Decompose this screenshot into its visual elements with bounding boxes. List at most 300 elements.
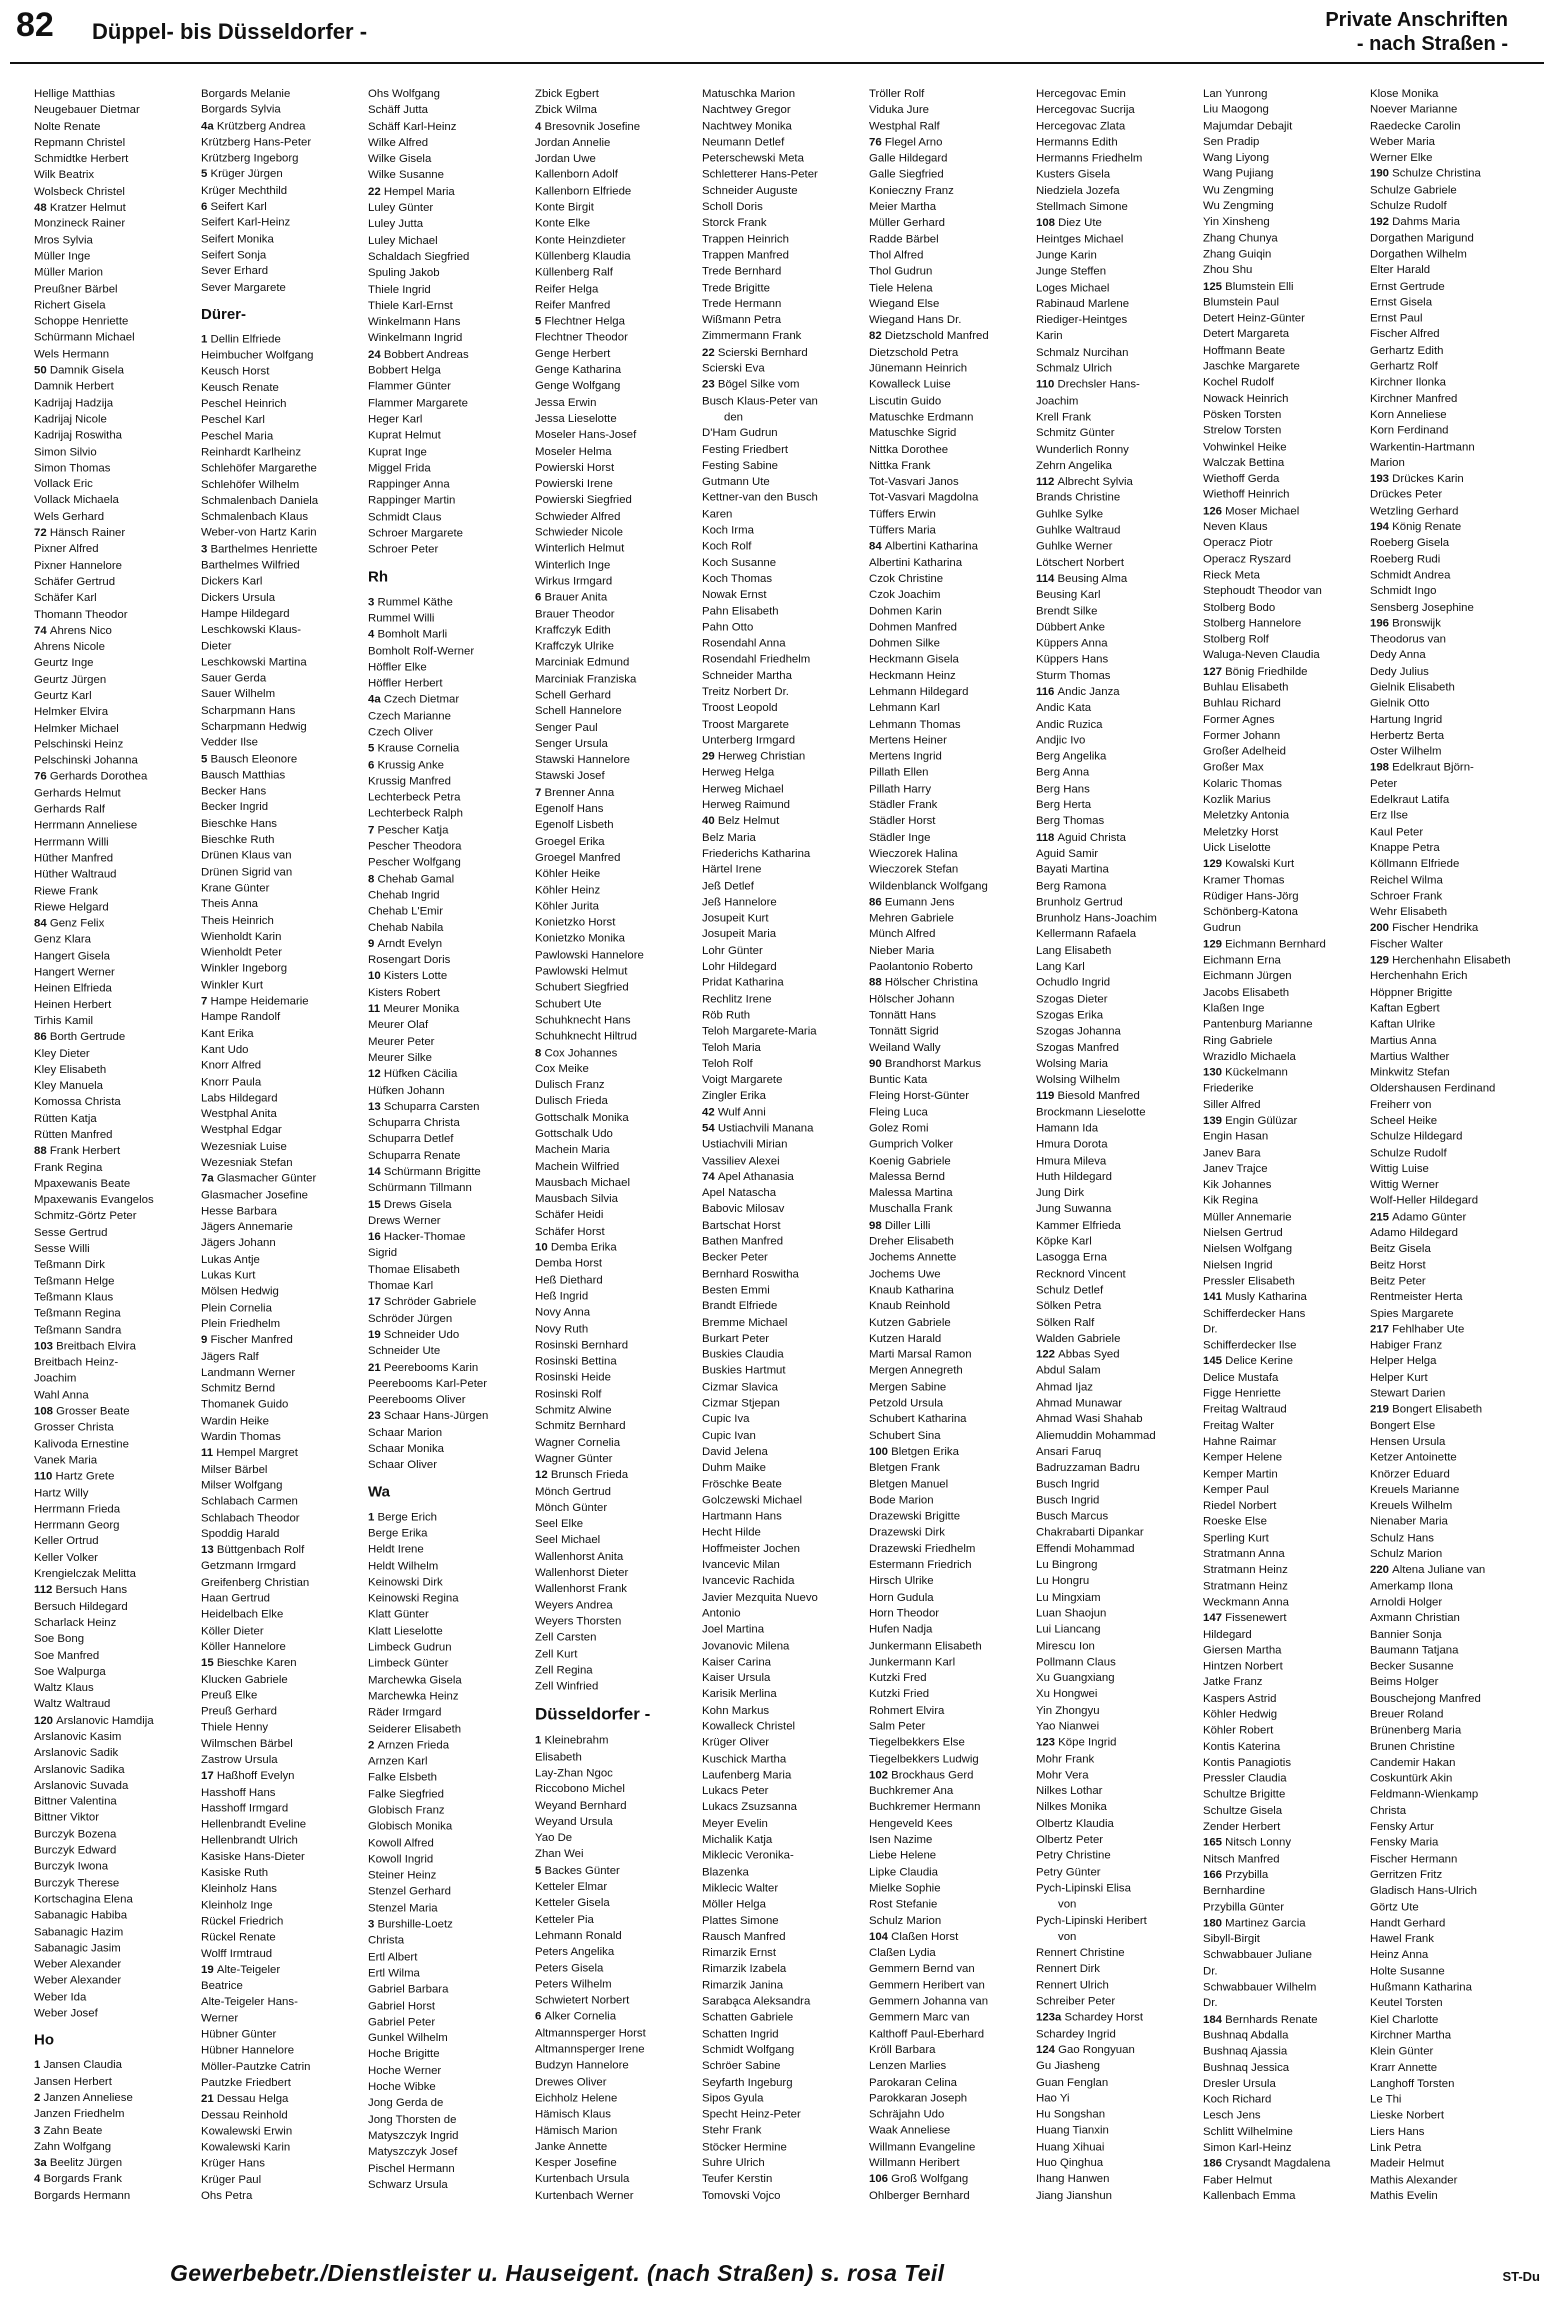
resident-entry: Wilmschen Bärbel: [201, 1738, 293, 1750]
resident-entry: Figge Henriette: [1203, 1387, 1281, 1400]
resident-entry: Ertl Wilma: [368, 1967, 420, 1980]
resident-entry: Czok Joachim: [869, 589, 941, 602]
house-number-entry: [702, 813, 867, 829]
resident-entry: Kreuels Wilhelm: [1370, 1500, 1453, 1512]
resident-entry: Treitz Norbert Dr.: [702, 686, 789, 699]
resident-entry: Mönch Gertrud: [535, 1485, 611, 1498]
resident-entry: Schmitz Bernhard: [535, 1420, 626, 1433]
resident-entry: Müller Inge: [34, 250, 91, 263]
resident-entry: Olbertz Peter: [1036, 1833, 1104, 1846]
resident-entry: Wardin Heike: [201, 1415, 269, 1428]
resident-entry: Tirhis Kamil: [34, 1015, 94, 1028]
resident-entry: Nielsen Wolfgang: [1203, 1243, 1293, 1256]
resident-entry: Tonnätt Hans: [869, 1009, 937, 1022]
resident-entry: Heger Karl: [368, 413, 423, 426]
resident-entry: Thiele Ingrid: [368, 283, 431, 296]
resident-entry: Junge Karin: [1036, 249, 1097, 262]
resident-entry: Kochel Rudolf: [1203, 376, 1274, 389]
resident-entry: Marti Marsal Ramon: [869, 1348, 972, 1361]
resident-entry: Luley Michael: [368, 234, 438, 247]
resident-entry: Ustiachvili Mirian: [702, 1138, 788, 1151]
resident-entry: Besten Emmi: [702, 1284, 770, 1297]
resident-entry: Meier Martha: [869, 201, 937, 214]
house-number-entry: [368, 1066, 533, 1082]
resident-entry: Wezesniak Stefan: [201, 1156, 293, 1169]
resident-entry: Schuparra Renate: [368, 1149, 461, 1162]
resident-entry: Nieber Maria: [869, 944, 935, 957]
resident-entry: Gabriel Barbara: [368, 1983, 449, 1996]
resident-entry: Drünen Klaus van: [201, 850, 292, 862]
resident-entry: Riedel Norbert: [1203, 1500, 1277, 1512]
resident-entry: Altmannsperger Horst: [535, 2027, 646, 2040]
resident-entry: Monzineck Rainer: [34, 218, 126, 231]
house-number: 4: [368, 628, 378, 641]
resident-name: Bernhards Renate: [1225, 2013, 1318, 2026]
house-number: 5: [368, 742, 378, 755]
resident-entry: Gudrun: [1203, 922, 1241, 935]
house-number: 217: [1370, 1323, 1393, 1336]
resident-entry: Blumstein Paul: [1203, 296, 1279, 309]
resident-entry: Wagner Cornelia: [535, 1436, 621, 1449]
resident-entry: Rentmeister Herta: [1370, 1291, 1463, 1304]
resident-entry: Peters Wilhelm: [535, 1978, 612, 1991]
house-number-entry: [1203, 664, 1368, 680]
resident-name: Hänsch Rainer: [49, 527, 126, 540]
resident-entry: Rütten Manfred: [34, 1129, 113, 1141]
resident-entry: Komossa Christa: [34, 1096, 121, 1109]
resident-entry: Schroer Peter: [368, 543, 439, 556]
resident-entry: Ansari Faruq: [1036, 1445, 1102, 1458]
resident-entry: Trede Brigitte: [702, 281, 770, 294]
resident-name: Schneider Udo: [383, 1328, 460, 1341]
house-number-entry: [368, 1099, 533, 1115]
resident-entry: Xu Guangxiang: [1036, 1672, 1115, 1685]
house-number-entry: [368, 1164, 533, 1180]
resident-entry: Szogas Dieter: [1036, 993, 1108, 1006]
resident-entry: Pridat Katharina: [702, 977, 784, 990]
resident-entry: Bobbert Helga: [368, 364, 441, 377]
resident-entry: Berg Anna: [1036, 766, 1090, 779]
resident-entry: Kowoll Alfred: [368, 1837, 434, 1849]
resident-entry: Willmann Evangeline: [869, 2141, 976, 2154]
resident-entry: Räder Irmgard: [368, 1706, 442, 1719]
resident-entry: Detert Heinz-Günter: [1203, 312, 1305, 325]
house-number-entry: [34, 363, 199, 379]
resident-entry: Kortschagina Elena: [34, 1893, 133, 1906]
resident-entry: Röb Ruth: [702, 1009, 751, 1022]
resident-entry: Schneider Martha: [702, 669, 792, 682]
resident-entry: Josupeit Kurt: [702, 912, 769, 925]
resident-entry: Luley Günter: [368, 201, 434, 214]
resident-entry: Klaßen Inge: [1203, 1002, 1265, 1015]
resident-entry: Chakrabarti Dipankar: [1036, 1526, 1144, 1539]
resident-entry: Recknord Vincent: [1036, 1268, 1126, 1281]
resident-entry: Herrmann Anneliese: [34, 819, 138, 832]
resident-entry: Loges Michael: [1036, 281, 1110, 294]
resident-entry: Stolberg Rolf: [1203, 633, 1269, 646]
house-number-entry: [1203, 1835, 1368, 1851]
house-number-entry: [1036, 2010, 1201, 2026]
resident-entry: Schwabbauer Wilhelm: [1203, 1981, 1317, 1994]
resident-entry: Busch Ingrid: [1036, 1494, 1100, 1507]
house-number: 16: [368, 1231, 384, 1244]
resident-name: Schardey Horst: [1064, 2011, 1144, 2024]
resident-name: Peerebooms Karin: [383, 1361, 479, 1374]
resident-entry: Weckmann Anna: [1203, 1596, 1289, 1609]
house-number-entry: [1370, 760, 1535, 776]
resident-entry: Moseler Hans-Josef: [535, 429, 637, 442]
house-number: 50: [34, 364, 50, 377]
resident-entry: Zhang Guiqin: [1203, 248, 1272, 261]
resident-entry: Ochudlo Ingrid: [1036, 977, 1111, 990]
resident-entry: Yin Zhongyu: [1036, 1704, 1100, 1717]
house-number: 23: [368, 1410, 384, 1423]
resident-name: Musly Katharina: [1225, 1291, 1307, 1304]
resident-name: Blumstein Elli: [1225, 280, 1294, 293]
resident-name: Zahn Beate: [43, 2124, 103, 2137]
resident-entry: Kraffczyk Edith: [535, 624, 611, 637]
house-number: 103: [34, 1340, 57, 1353]
resident-entry: Rosinski Bettina: [535, 1355, 617, 1368]
resident-entry: Weyand Ursula: [535, 1816, 613, 1828]
resident-entry: Altmannsperger Irene: [535, 2043, 645, 2056]
resident-entry: Schuparra Christa: [368, 1117, 460, 1130]
resident-entry: Meurer Peter: [368, 1035, 435, 1048]
resident-entry: Edelkraut Latifa: [1370, 794, 1450, 806]
resident-entry: Rappinger Anna: [368, 478, 450, 491]
house-number: 13: [201, 1544, 217, 1557]
house-number: 3: [368, 1918, 378, 1931]
resident-name: Diller Lilli: [884, 1219, 931, 1232]
resident-entry: Keinowski Regina: [368, 1592, 459, 1605]
resident-name: Albrecht Sylvia: [1057, 475, 1133, 488]
resident-entry: Lehmann Hildegard: [869, 686, 969, 699]
resident-entry: Plein Friedhelm: [201, 1318, 281, 1331]
resident-entry: Pych-Lipinski Elisa: [1036, 1882, 1131, 1895]
resident-name: Bögel Silke vom: [717, 378, 800, 391]
resident-entry: Kesper Josefine: [535, 2157, 617, 2170]
resident-name: Wulf Anni: [717, 1106, 766, 1119]
resident-entry: Gottschalk Udo: [535, 1128, 613, 1141]
resident-entry: Thol Gudrun: [869, 265, 933, 278]
resident-entry: Schmalenbach Daniela: [201, 494, 319, 507]
resident-entry: Zhou Shu: [1203, 264, 1253, 277]
resident-entry: Kasiske Ruth: [201, 1867, 269, 1880]
house-number-entry: [535, 119, 700, 135]
resident-entry: Simon Karl-Heinz: [1203, 2142, 1292, 2154]
resident-entry: Nienaber Maria: [1370, 1516, 1448, 1529]
resident-entry: Ivancevic Milan: [702, 1559, 780, 1572]
resident-entry: Burczyk Edward: [34, 1844, 117, 1857]
house-number: 3: [34, 2124, 44, 2137]
resident-entry: Schubert Katharina: [869, 1413, 967, 1426]
directory-columns: [34, 86, 1540, 2206]
resident-entry: Erz Ilse: [1370, 810, 1408, 822]
resident-entry: Nowack Heinrich: [1203, 392, 1289, 405]
resident-entry: Borgards Hermann: [34, 2189, 131, 2202]
resident-entry: Hercegovac Zlata: [1036, 120, 1126, 133]
resident-entry: Klucken Gabriele: [201, 1673, 288, 1686]
resident-entry: Przybilla Günter: [1203, 1901, 1285, 1914]
resident-entry: Spoddig Harald: [201, 1528, 280, 1541]
resident-entry: Drazewski Dirk: [869, 1526, 945, 1539]
resident-entry: Keinowski Dirk: [368, 1576, 443, 1589]
street-heading: Düsseldorfer -: [535, 1704, 651, 1724]
resident-entry: Hußmann Katharina: [1370, 1981, 1472, 1994]
resident-entry: Mertens Heiner: [869, 734, 947, 747]
house-number: 114: [1036, 572, 1058, 585]
resident-entry: Wiethoff Gerda: [1203, 473, 1280, 485]
resident-entry: Mergen Sabine: [869, 1381, 947, 1394]
resident-entry: Andjic Ivo: [1036, 734, 1086, 747]
resident-entry: Adamo Hildegard: [1370, 1227, 1459, 1240]
resident-entry: Spuling Jakob: [368, 267, 440, 280]
resident-entry: Giersen Martha: [1203, 1644, 1282, 1657]
house-number: 8: [368, 872, 378, 885]
resident-entry: Hellenbrandt Eveline: [201, 1818, 307, 1831]
resident-name: Altena Juliane van: [1392, 1564, 1486, 1577]
resident-entry: Nielsen Ingrid: [1203, 1259, 1273, 1272]
resident-entry: Heß Diethard: [535, 1274, 603, 1287]
house-number: 6: [535, 591, 545, 604]
resident-entry: Ernst Paul: [1370, 312, 1423, 325]
resident-name: Pescher Katja: [377, 824, 449, 837]
resident-entry: Wang Liyong: [1203, 152, 1270, 164]
resident-entry: Novy Ruth: [535, 1323, 589, 1336]
resident-entry: Sipos Gyula: [702, 2092, 764, 2105]
resident-entry: Rabinaud Marlene: [1036, 298, 1130, 311]
resident-entry: Vanek Maria: [34, 1454, 98, 1467]
house-number: 7a: [201, 1172, 217, 1185]
resident-entry: Jessa Lieselotte: [535, 413, 617, 425]
house-number: 13: [368, 1100, 384, 1113]
resident-entry: Drünen Sigrid van: [201, 866, 293, 879]
resident-name: Frank Herbert: [49, 1145, 121, 1158]
resident-entry: Lukas Antje: [201, 1253, 260, 1266]
resident-entry: Städler Inge: [869, 831, 931, 844]
resident-name: Claßen Horst: [891, 1930, 959, 1943]
resident-entry: Abdul Salam: [1036, 1365, 1101, 1378]
resident-entry: Tiegelbekkers Else: [869, 1736, 965, 1749]
resident-entry: Buntic Kata: [869, 1074, 928, 1087]
house-number-entry: [1036, 1088, 1201, 1104]
house-number-entry: [702, 1104, 867, 1120]
house-number-entry: [1203, 1915, 1368, 1931]
resident-entry: Kröll Barbara: [869, 2044, 936, 2057]
resident-name: Ahrens Nico: [49, 624, 112, 637]
resident-entry: Krengielczak Melitta: [34, 1568, 136, 1581]
resident-entry: Gottschalk Monika: [535, 1111, 629, 1124]
resident-entry: Fischer Alfred: [1370, 328, 1440, 341]
resident-name: Drückes Karin: [1392, 473, 1464, 485]
resident-name: Hempel Maria: [383, 185, 455, 198]
resident-entry: Zhang Chunya: [1203, 232, 1278, 245]
resident-entry: Janzen Friedhelm: [34, 2108, 125, 2121]
page-title: Düppel- bis Düsseldorfer -: [92, 19, 368, 44]
resident-entry: Zhan Wei: [535, 1848, 584, 1861]
resident-entry: Chehab L'Emir: [368, 905, 443, 918]
house-number: 98: [869, 1219, 885, 1232]
resident-entry: Peschel Maria: [201, 430, 274, 443]
resident-entry: Peter: [1370, 778, 1398, 790]
resident-entry: Bletgen Frank: [869, 1462, 940, 1475]
resident-entry: Klose Monika: [1370, 87, 1439, 100]
resident-entry: Höppner Brigitte: [1370, 986, 1453, 999]
resident-entry: Kemper Helene: [1203, 1452, 1283, 1464]
resident-entry: Liers Hans: [1370, 2126, 1425, 2138]
house-number: 129: [1203, 938, 1226, 951]
resident-entry: Wels Gerhard: [34, 510, 105, 523]
resident-entry: Buskies Claudia: [702, 1348, 784, 1361]
resident-entry: Schröer Sabine: [702, 2060, 781, 2073]
resident-entry: Jochems Uwe: [869, 1268, 941, 1281]
resident-entry: Thomae Elisabeth: [368, 1263, 460, 1276]
house-number: 141: [1203, 1291, 1226, 1304]
resident-entry: Hawel Frank: [1370, 1933, 1434, 1946]
resident-entry: Brunen Christine: [1370, 1740, 1455, 1753]
resident-entry: Koch Thomas: [702, 572, 773, 585]
house-number: 21: [368, 1361, 384, 1374]
house-number: 194: [1370, 521, 1393, 534]
resident-entry: Wunderlich Ronny: [1036, 443, 1129, 456]
resident-entry: Jägers Annemarie: [201, 1221, 293, 1234]
resident-entry: Dulisch Franz: [535, 1079, 605, 1092]
resident-entry: Beatrice: [201, 1980, 243, 1993]
resident-entry: Reifer Manfred: [535, 299, 611, 312]
resident-entry: Petry Günter: [1036, 1866, 1101, 1879]
house-number-entry: [368, 936, 533, 952]
house-number-entry: [368, 757, 533, 773]
resident-name: Eichmann Bernhard: [1225, 938, 1326, 951]
resident-entry: Wienholdt Peter: [201, 946, 283, 959]
resident-entry: Sibyll-Birgit: [1203, 1933, 1260, 1946]
resident-entry: Kemper Paul: [1203, 1484, 1269, 1496]
resident-entry: Delice Mustafa: [1203, 1371, 1279, 1384]
resident-entry: Hesse Barbara: [201, 1205, 277, 1218]
resident-entry: Lieske Norbert: [1370, 2109, 1445, 2122]
resident-entry: Wiethoff Heinrich: [1203, 489, 1290, 501]
house-number-entry: [869, 1444, 1034, 1460]
resident-entry: Kurtenbach Werner: [535, 2189, 634, 2202]
resident-entry: Neumann Detlef: [702, 136, 785, 149]
house-number: 100: [869, 1445, 892, 1458]
resident-entry: Tot-Vasvari Janos: [869, 475, 959, 488]
resident-entry: Heß Ingrid: [535, 1290, 589, 1303]
house-number-entry: [201, 118, 366, 134]
resident-entry: Rausch Manfred: [702, 1930, 786, 1943]
resident-entry: Bremme Michael: [702, 1316, 788, 1329]
resident-entry: Stratmann Heinz: [1203, 1564, 1288, 1577]
resident-entry: Gemmern Marc van: [869, 2011, 970, 2024]
resident-entry: Korn Ferdinand: [1370, 424, 1449, 437]
resident-entry: Knörzer Eduard: [1370, 1468, 1450, 1480]
resident-entry: Riewe Frank: [34, 885, 98, 898]
resident-entry: Strelow Torsten: [1203, 424, 1282, 437]
resident-entry: Teßmann Klaus: [34, 1291, 114, 1304]
resident-entry: Dickers Karl: [201, 575, 263, 588]
resident-entry: Wieczorek Halina: [869, 847, 958, 860]
resident-entry: Teßmann Sandra: [34, 1324, 122, 1337]
resident-entry: Junkermann Elisabeth: [869, 1639, 982, 1652]
resident-entry: Czech Marianne: [368, 710, 451, 723]
resident-entry: Kadrijaj Hadzija: [34, 397, 114, 410]
resident-entry: Klatt Günter: [368, 1609, 429, 1622]
resident-entry: Drews Werner: [368, 1214, 441, 1227]
resident-entry: Münch Alfred: [869, 928, 936, 941]
house-number-entry: [1036, 377, 1201, 393]
resident-entry: Oster Wilhelm: [1370, 745, 1442, 758]
resident-entry: Matuschke Erdmann: [869, 411, 974, 424]
resident-entry: Teloh Margarete-Maria: [702, 1025, 817, 1038]
resident-entry: Uick Liselotte: [1203, 842, 1271, 855]
house-number: 24: [368, 348, 384, 361]
resident-entry: Schlehöfer Wilhelm: [201, 478, 300, 491]
resident-entry: Kaspers Astrid: [1203, 1692, 1277, 1705]
resident-name: Kleinebrahm: [544, 1734, 609, 1747]
resident-entry: Budzyn Hannelore: [535, 2059, 629, 2072]
resident-entry: Junge Steffen: [1036, 265, 1107, 278]
resident-name: Genz Felix: [49, 917, 105, 930]
resident-name: Groß Wolfgang: [891, 2173, 969, 2186]
column-7: [1036, 86, 1201, 2204]
resident-entry: den: [724, 411, 744, 424]
resident-entry: Trappen Heinrich: [702, 233, 789, 246]
resident-entry: Köller Hannelore: [201, 1641, 286, 1654]
page-footer: [0, 2256, 1560, 2296]
resident-entry: Ertl Albert: [368, 1950, 418, 1963]
column-6: [869, 86, 1034, 2204]
resident-entry: Heldt Wilhelm: [368, 1560, 439, 1573]
house-number: 126: [1203, 505, 1226, 518]
resident-entry: Rennert Christine: [1036, 1947, 1125, 1960]
resident-entry: Tüffers Maria: [869, 524, 936, 537]
resident-entry: Gutmann Ute: [702, 475, 770, 488]
house-number-entry: [34, 2090, 199, 2106]
resident-entry: Arslanovic Sadika: [34, 1763, 125, 1776]
resident-entry: Thiele Henny: [201, 1721, 269, 1734]
resident-entry: Koch Rolf: [702, 540, 752, 553]
house-number-entry: [702, 1169, 867, 1185]
resident-entry: Handt Gerhard: [1370, 1917, 1446, 1930]
resident-entry: Michalik Katja: [702, 1833, 773, 1846]
resident-entry: Hercegovac Emin: [1036, 87, 1126, 100]
resident-entry: Dieter: [201, 640, 232, 653]
house-number-entry: [368, 347, 533, 363]
resident-entry: Beusing Karl: [1036, 589, 1101, 602]
resident-entry: Hao Yi: [1036, 2092, 1070, 2105]
resident-name: Schaar Hans-Jürgen: [383, 1410, 489, 1423]
resident-entry: Aliemuddin Mohammad: [1036, 1429, 1156, 1442]
resident-entry: Soe Manfred: [34, 1649, 100, 1662]
resident-entry: Kutzen Harald: [869, 1332, 942, 1345]
resident-entry: Martius Walther: [1370, 1050, 1450, 1063]
resident-entry: Joel Martina: [702, 1623, 765, 1636]
resident-entry: Eichholz Helene: [535, 2092, 618, 2105]
resident-entry: Scheel Heike: [1370, 1115, 1438, 1127]
resident-entry: Hecht Hilde: [702, 1526, 761, 1539]
resident-entry: Hangert Gisela: [34, 950, 110, 963]
resident-entry: Glasmacher Josefine: [201, 1189, 308, 1202]
house-number-entry: [1370, 166, 1535, 182]
resident-entry: Plattes Simone: [702, 1914, 779, 1927]
resident-entry: Cox Meike: [535, 1063, 589, 1076]
resident-entry: Wolsbeck Christel: [34, 185, 125, 198]
resident-entry: Schuparra Detlef: [368, 1133, 454, 1146]
resident-entry: Heinen Elfrieda: [34, 982, 112, 995]
resident-entry: Rennert Dirk: [1036, 1963, 1100, 1976]
resident-name: Damnik Gisela: [49, 364, 124, 377]
resident-entry: Wang Pujiang: [1203, 168, 1274, 181]
